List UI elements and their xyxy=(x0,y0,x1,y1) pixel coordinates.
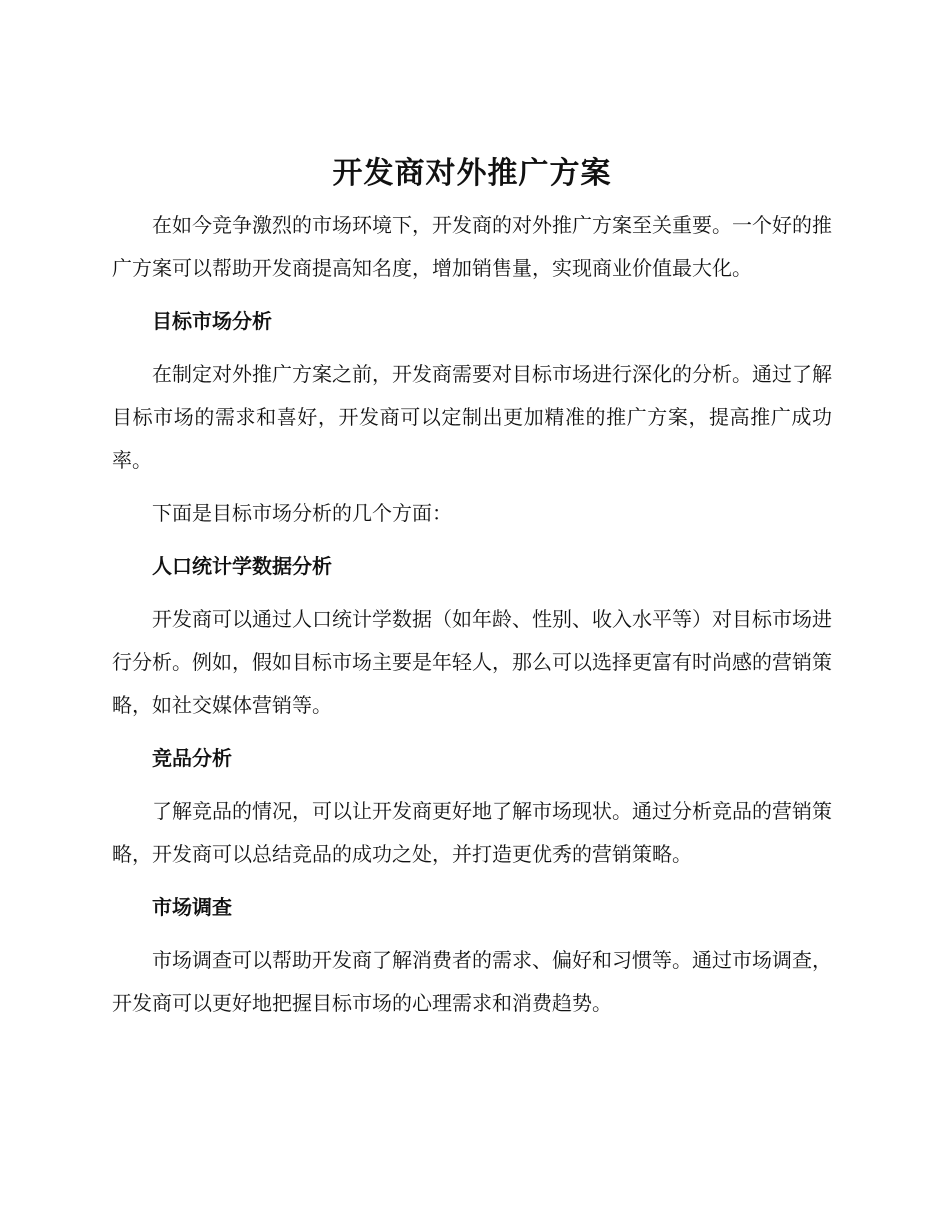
paragraph-aspects: 下面是目标市场分析的几个方面： xyxy=(152,501,452,525)
section-heading-market-research: 市场调查 xyxy=(152,895,232,919)
paragraph-intro: 在如今竞争激烈的市场环境下，开发商的对外推广方案至关重要。一个好的推广方案可以帮助开发商提高知名度，增加销售量，实现商业价值最大化。 xyxy=(112,213,832,280)
section-heading-competitors: 竞品分析 xyxy=(152,746,232,770)
paragraph-competitors: 了解竞品的情况，可以让开发商更好地了解市场现状。通过分析竞品的营销策略，开发商可以总结竞品的成功之处，并打造更优秀的营销策略。 xyxy=(112,799,832,866)
document-page xyxy=(112,150,832,1035)
section-heading-demographics: 人口统计学数据分析 xyxy=(152,554,332,578)
paragraph-market-research: 市场调查可以帮助开发商了解消费者的需求、偏好和习惯等。通过市场调查，开发商可以更好地把握目标市场的心理需求和消费趋势。 xyxy=(112,948,832,1015)
section-heading-target-market: 目标市场分析 xyxy=(152,309,272,333)
paragraph-target-market: 在制定对外推广方案之前，开发商需要对目标市场进行深化的分析。通过了解目标市场的需求和喜好，开发商可以定制出更加精准的推广方案，提高推广成功率。 xyxy=(112,362,832,472)
paragraph-demographics: 开发商可以通过人口统计学数据（如年龄、性别、收入水平等）对目标市场进行分析。例如，假如目标市场主要是年轻人，那么可以选择更富有时尚感的营销策略，如社交媒体营销等。 xyxy=(112,607,832,717)
document-title: 开发商对外推广方案 xyxy=(332,156,612,191)
